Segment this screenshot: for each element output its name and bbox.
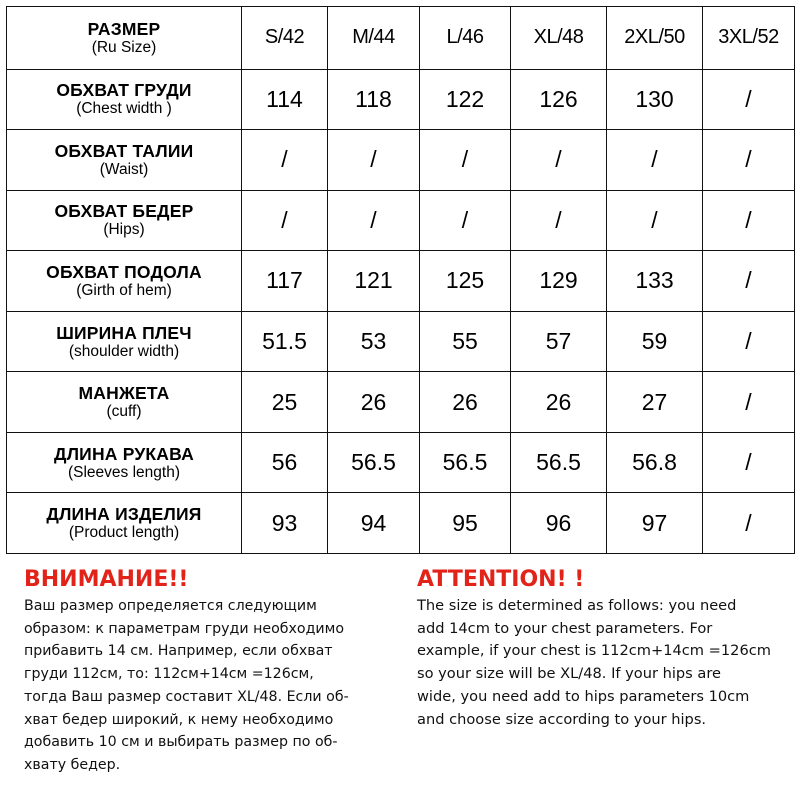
row-label-ru: МАНЖЕТА xyxy=(78,383,170,404)
size-header-cell: 3XL/52 xyxy=(703,7,795,70)
measurement-cell: 51.5 xyxy=(242,311,328,372)
measurement-cell: 56 xyxy=(242,432,328,493)
row-label-ru: ДЛИНА РУКАВА xyxy=(54,443,194,464)
measurement-cell: 114 xyxy=(242,69,328,130)
notice-russian xyxy=(24,565,408,777)
measurement-cell: / xyxy=(511,190,607,251)
table-row xyxy=(7,311,795,372)
row-label-en: (Waist) xyxy=(99,160,149,178)
table-row xyxy=(7,432,795,493)
row-label-ru: ОБХВАТ ТАЛИИ xyxy=(54,140,194,161)
row-label-en: (Product length) xyxy=(68,524,180,542)
row-label-ru: РАЗМЕР xyxy=(87,18,161,39)
measurement-cell: 126 xyxy=(511,69,607,130)
size-header-cell: 2XL/50 xyxy=(607,7,703,70)
table-row xyxy=(7,372,795,433)
row-label-en: (Chest width ) xyxy=(76,100,172,118)
measurement-cell: 56.5 xyxy=(511,432,607,493)
measurement-cell: / xyxy=(328,130,420,191)
measurement-cell: 130 xyxy=(607,69,703,130)
measurement-cell: 27 xyxy=(607,372,703,433)
measurement-cell: 53 xyxy=(328,311,420,372)
measurement-cell: 25 xyxy=(242,372,328,433)
row-label-cell xyxy=(7,130,242,191)
measurement-cell: / xyxy=(607,130,703,191)
measurement-cell: / xyxy=(703,493,795,554)
row-label-en: (shoulder width) xyxy=(68,342,180,360)
row-label-en: (Hips) xyxy=(103,221,145,239)
table-row xyxy=(7,190,795,251)
measurement-cell: / xyxy=(328,190,420,251)
measurement-cell: 26 xyxy=(420,372,511,433)
measurement-cell: 26 xyxy=(511,372,607,433)
measurement-cell: 93 xyxy=(242,493,328,554)
measurement-cell: / xyxy=(420,190,511,251)
measurement-cell: 56.8 xyxy=(607,432,703,493)
measurement-cell: 121 xyxy=(328,251,420,312)
measurement-cell: / xyxy=(703,190,795,251)
notice-english xyxy=(417,565,797,731)
row-label-cell xyxy=(7,69,242,130)
table-header-row xyxy=(7,7,795,70)
measurement-cell: 122 xyxy=(420,69,511,130)
row-label-en: (Sleeves length) xyxy=(67,463,180,481)
table-row xyxy=(7,493,795,554)
measurement-cell: / xyxy=(703,372,795,433)
row-label-en: (Girth of hem) xyxy=(76,281,172,299)
measurement-cell: 56.5 xyxy=(420,432,511,493)
measurement-cell: / xyxy=(242,130,328,191)
row-label-cell xyxy=(7,432,242,493)
row-label-ru: ОБХВАТ ПОДОЛА xyxy=(46,261,202,282)
measurement-cell: 26 xyxy=(328,372,420,433)
measurement-cell: 118 xyxy=(328,69,420,130)
notice-en-title: ATTENTION! ! xyxy=(417,567,585,592)
notice-ru-title: ВНИМАНИЕ!! xyxy=(24,567,189,592)
size-header-cell: S/42 xyxy=(242,7,328,70)
table-row xyxy=(7,130,795,191)
measurement-cell: / xyxy=(703,130,795,191)
table-row xyxy=(7,251,795,312)
measurement-cell: / xyxy=(703,69,795,130)
size-chart-body xyxy=(7,7,795,554)
row-label-cell xyxy=(7,190,242,251)
row-label-ru: ОБХВАТ БЕДЕР xyxy=(54,201,194,222)
measurement-cell: 117 xyxy=(242,251,328,312)
row-label-cell xyxy=(7,311,242,372)
row-label-ru: ШИРИНА ПЛЕЧ xyxy=(56,322,192,343)
measurement-cell: / xyxy=(703,311,795,372)
measurement-cell: 55 xyxy=(420,311,511,372)
row-label-en: (Ru Size) xyxy=(91,38,157,56)
notice-en-body: The size is determined as follows: you need add 14cm to your chest parameters. For example, if your chest is 112cm+14cm =126cm so your size will be XL/48. If your hips are wide, you need add to hips parameters 10cm and choose size according to your hips. xyxy=(417,597,771,728)
measurement-cell: 97 xyxy=(607,493,703,554)
table-row xyxy=(7,69,795,130)
measurement-cell: / xyxy=(420,130,511,191)
measurement-cell: 129 xyxy=(511,251,607,312)
measurement-cell: / xyxy=(242,190,328,251)
measurement-cell: / xyxy=(607,190,703,251)
size-chart-table xyxy=(6,6,795,554)
measurement-cell: 59 xyxy=(607,311,703,372)
row-label-en: (cuff) xyxy=(106,403,142,421)
measurement-cell: / xyxy=(703,432,795,493)
measurement-cell: 57 xyxy=(511,311,607,372)
row-label-cell xyxy=(7,372,242,433)
measurement-cell: 95 xyxy=(420,493,511,554)
row-label-ru: ОБХВАТ ГРУДИ xyxy=(56,80,192,101)
size-header-cell: L/46 xyxy=(420,7,511,70)
row-label-ru: ДЛИНА ИЗДЕЛИЯ xyxy=(46,504,202,525)
size-header-cell: XL/48 xyxy=(511,7,607,70)
size-header-cell: M/44 xyxy=(328,7,420,70)
measurement-cell: 56.5 xyxy=(328,432,420,493)
measurement-cell: 133 xyxy=(607,251,703,312)
measurement-cell: 125 xyxy=(420,251,511,312)
row-label-cell xyxy=(7,251,242,312)
measurement-cell: / xyxy=(511,130,607,191)
notice-ru-body: Ваш размер определяется следующим образом: к параметрам груди необходимо прибавить 14 см. Например, если обхват груди 112см, то: 112см+14см =126см, тогда Ваш размер составит XL/48. Если об- хват бедер широкий, к нему необходимо добавить 10 см и выбирать размер по об- хвату бедер. xyxy=(24,598,349,773)
measurement-cell: 96 xyxy=(511,493,607,554)
row-label-cell xyxy=(7,493,242,554)
row-label-cell xyxy=(7,7,242,70)
measurement-cell: 94 xyxy=(328,493,420,554)
measurement-cell: / xyxy=(703,251,795,312)
